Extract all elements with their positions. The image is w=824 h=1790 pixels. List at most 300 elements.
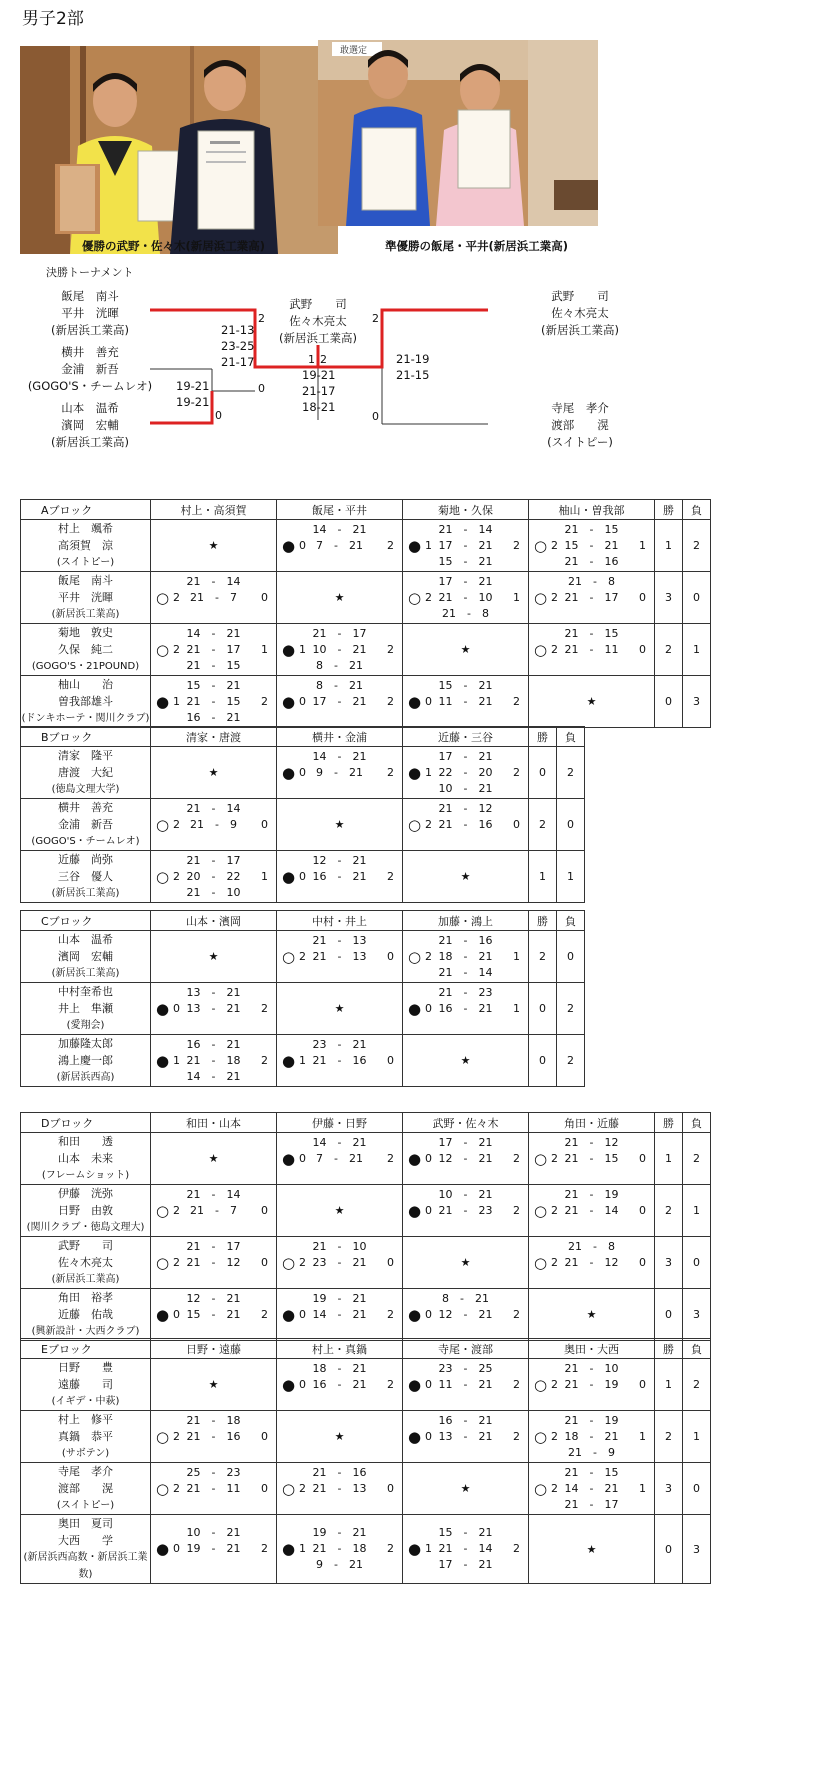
wins-count: 1 [655, 1133, 683, 1185]
player-name: 清家 隆平 [58, 749, 113, 762]
match-result-cell [529, 1185, 655, 1237]
column-header: 武野・佐々木 [403, 1113, 529, 1133]
game-score: 21 - 19 [564, 1187, 619, 1201]
match-result-cell [277, 1035, 403, 1087]
loss-mark-icon: ● [408, 763, 422, 782]
column-header: 村上・高須賀 [151, 500, 277, 520]
win-mark-icon: ○ [282, 1479, 296, 1498]
match-result-cell [151, 1463, 277, 1515]
loss-mark-icon: ● [282, 1540, 296, 1558]
game-score: 11 - 21 [438, 1377, 493, 1391]
game-score: 21 - 7 [190, 1203, 237, 1217]
column-header: 奥田・大西 [529, 1339, 655, 1359]
games-lost: 0 [261, 1255, 268, 1269]
game-score [403, 1393, 528, 1409]
game-score: 13 - 21 [438, 1429, 493, 1443]
games-lost: 2 [387, 1151, 394, 1165]
losses-count: 3 [683, 676, 711, 728]
games-lost: 2 [387, 642, 394, 656]
self-match-star-icon: ★ [403, 624, 529, 676]
match-result-cell [277, 747, 403, 799]
game-score [151, 1557, 276, 1573]
game-score: 20 - 22 [186, 869, 241, 883]
losses-count: 0 [557, 931, 585, 983]
games-won: 1 [173, 694, 180, 708]
game-score: 21 - 18 [186, 1053, 241, 1067]
score-bc: 19-21 19-21 [176, 379, 210, 409]
game-score: 21 - 14 [438, 965, 493, 979]
wins-count: 0 [655, 676, 683, 728]
player-name: (スイトピー) [56, 1500, 115, 1511]
player-pair [21, 1411, 151, 1463]
player-pair [21, 1289, 151, 1341]
score-final: 21-19 21-15 [396, 352, 430, 382]
game-score: 16 - 21 [312, 1377, 367, 1391]
win-mark-icon: ○ [408, 815, 422, 834]
player-name: 久保 純二 [58, 643, 113, 656]
game-score: 14 - 21 [312, 522, 367, 536]
player-name: 村上 颯希 [58, 522, 113, 535]
column-header: 清家・唐渡 [151, 727, 277, 747]
game-score [151, 1271, 276, 1287]
games-lost: 2 [513, 538, 520, 552]
games-lost: 0 [639, 1151, 646, 1165]
losses-header: 負 [557, 911, 585, 931]
match-result-cell [403, 520, 529, 572]
game-score: 21 - 19 [564, 1413, 619, 1427]
wins-count: 1 [529, 851, 557, 903]
games-lost: 1 [639, 538, 646, 552]
player-name: 平井 洸暉 [58, 591, 113, 604]
game-score [403, 1445, 528, 1461]
games-lost: 0 [261, 1481, 268, 1495]
win-mark-icon: ○ [282, 947, 296, 966]
win-mark-icon: ○ [156, 815, 170, 834]
block-table-e [20, 1338, 711, 1584]
games-won: 1 [425, 765, 432, 779]
player-name: 高須賀 涼 [58, 539, 113, 552]
games-lost: 2 [387, 1377, 394, 1391]
game-score: 15 - 21 [564, 538, 619, 552]
player-name: 濱岡 宏輔 [58, 950, 113, 963]
block-label: Dブロック [21, 1113, 151, 1133]
match-result-cell [529, 1359, 655, 1411]
game-score: 12 - 21 [438, 1307, 493, 1321]
loss-mark-icon: ● [408, 1149, 422, 1168]
game-score: 21 - 17 [186, 1239, 241, 1253]
loss-mark-icon: ● [282, 1149, 296, 1168]
games-won: 2 [425, 590, 432, 604]
player-name: (サボテン) [61, 1448, 110, 1459]
bracket-num: 1 [308, 353, 315, 366]
game-score: 8 - 21 [442, 1291, 489, 1305]
player-pair [21, 1237, 151, 1289]
game-score: 21 - 9 [568, 1445, 615, 1459]
match-result-cell [277, 1289, 403, 1341]
game-score [403, 1323, 528, 1339]
match-result-cell [529, 1237, 655, 1289]
game-score: 21 - 10 [438, 590, 493, 604]
wins-header: 勝 [655, 1339, 683, 1359]
table-row [21, 1515, 711, 1584]
losses-count: 2 [683, 520, 711, 572]
game-score: 21 - 15 [564, 626, 619, 640]
game-score: 10 - 21 [186, 1526, 241, 1539]
table-row [21, 676, 711, 728]
game-score [277, 710, 402, 726]
games-lost: 2 [261, 694, 268, 708]
player-name: 和田 透 [58, 1135, 113, 1148]
games-lost: 2 [513, 694, 520, 708]
games-won: 2 [299, 1481, 306, 1495]
player-name: 三谷 優人 [58, 870, 113, 883]
player-name: 日野 由敦 [58, 1204, 113, 1217]
game-score: 14 - 21 [186, 626, 241, 640]
game-score: 21 - 13 [312, 949, 367, 963]
game-score: 21 - 8 [568, 1239, 615, 1253]
game-score: 16 - 21 [438, 1413, 493, 1427]
block-label: Bブロック [21, 727, 151, 747]
game-score: 16 - 21 [312, 869, 367, 883]
column-header: 飯尾・平井 [277, 500, 403, 520]
games-lost: 0 [639, 1255, 646, 1269]
match-result-cell [277, 624, 403, 676]
games-won: 1 [173, 1053, 180, 1067]
win-mark-icon: ○ [408, 947, 422, 966]
match-result-cell [151, 1289, 277, 1341]
games-lost: 2 [387, 538, 394, 552]
games-won: 0 [173, 1001, 180, 1015]
column-header: 中村・井上 [277, 911, 403, 931]
player-pair [21, 572, 151, 624]
game-score: 17 - 21 [438, 538, 493, 552]
wins-count: 3 [655, 1463, 683, 1515]
wins-count: 3 [655, 572, 683, 624]
games-won: 1 [299, 1053, 306, 1067]
games-won: 0 [299, 538, 306, 552]
player-name: 近藤 佑哉 [58, 1308, 113, 1321]
player-name: 飯尾 南斗 [58, 574, 113, 587]
column-header: 角田・近藤 [529, 1113, 655, 1133]
wins-count: 2 [529, 931, 557, 983]
game-score [403, 833, 528, 849]
losses-count: 2 [557, 983, 585, 1035]
player-name: 奥田 夏司 [58, 1517, 113, 1530]
column-header: 村上・真鍋 [277, 1339, 403, 1359]
loss-mark-icon: ● [156, 692, 170, 711]
match-result-cell [403, 572, 529, 624]
player-pair [21, 1185, 151, 1237]
win-mark-icon: ○ [408, 588, 422, 607]
table-row [21, 931, 585, 983]
game-score [529, 658, 654, 674]
bracket-num: 2 [320, 353, 327, 366]
match-result-cell [277, 520, 403, 572]
win-mark-icon: ○ [156, 1253, 170, 1272]
game-score: 21 - 12 [186, 1255, 241, 1269]
final-team-c: 山本 温希 濱岡 宏輔 (新居浜工業高) [51, 401, 129, 449]
game-score: 18 - 21 [312, 1361, 367, 1375]
player-pair [21, 624, 151, 676]
table-row [21, 1411, 711, 1463]
game-score [529, 1167, 654, 1183]
wins-count: 1 [655, 1359, 683, 1411]
table-row [21, 1133, 711, 1185]
column-header: 近藤・三谷 [403, 727, 529, 747]
final-team-d: 武野 司 佐々木亮太 (新居浜工業高) [279, 297, 357, 345]
player-pair [21, 520, 151, 572]
player-name: (徳島文理大学) [51, 784, 120, 795]
games-won: 1 [425, 538, 432, 552]
table-row [21, 851, 585, 903]
self-match-star-icon: ★ [151, 1359, 277, 1411]
loss-mark-icon: ● [408, 1540, 422, 1558]
player-pair [21, 676, 151, 728]
match-result-cell [403, 931, 529, 983]
game-score: 21 - 12 [564, 1135, 619, 1149]
game-score [277, 1497, 402, 1513]
player-pair [21, 1463, 151, 1515]
game-score: 10 - 21 [312, 642, 367, 656]
losses-count: 1 [683, 624, 711, 676]
win-mark-icon: ○ [156, 1427, 170, 1446]
loss-mark-icon: ● [408, 1201, 422, 1220]
games-lost: 2 [387, 1307, 394, 1321]
games-won: 2 [551, 1377, 558, 1391]
games-lost: 0 [639, 642, 646, 656]
games-won: 2 [173, 1481, 180, 1495]
wins-header: 勝 [529, 911, 557, 931]
game-score: 8 - 21 [316, 678, 363, 692]
match-result-cell [403, 1515, 529, 1584]
final-champion: 武野 司 佐々木亮太 (新居浜工業高) [541, 289, 619, 337]
games-lost: 0 [261, 590, 268, 604]
game-score: 14 - 21 [312, 1135, 367, 1149]
player-name: (関川クラブ・徳島文理大) [26, 1222, 145, 1233]
player-name: 横井 善充 [58, 801, 113, 814]
game-score: 14 - 21 [312, 749, 367, 763]
player-name: (ドンキホーテ・関川クラブ) [21, 713, 150, 724]
game-score: 21 - 15 [186, 658, 241, 672]
game-score: 16 - 21 [186, 710, 241, 724]
losses-count: 2 [683, 1359, 711, 1411]
match-result-cell [529, 520, 655, 572]
game-score: 21 - 17 [564, 590, 619, 604]
games-won: 2 [173, 817, 180, 831]
match-result-cell [151, 676, 277, 728]
game-score: 21 - 8 [442, 606, 489, 620]
game-score: 21 - 16 [564, 554, 619, 568]
games-lost: 1 [639, 1429, 646, 1443]
match-result-cell [403, 1185, 529, 1237]
game-score: 19 - 21 [186, 1542, 241, 1555]
games-lost: 0 [387, 1255, 394, 1269]
game-score: 21 - 17 [186, 642, 241, 656]
match-result-cell [277, 931, 403, 983]
wins-count: 0 [529, 1035, 557, 1087]
win-mark-icon: ○ [156, 588, 170, 607]
player-name: 菊地 敦史 [58, 626, 113, 639]
losses-header: 負 [683, 1113, 711, 1133]
games-lost: 0 [261, 817, 268, 831]
player-pair [21, 983, 151, 1035]
game-score: 17 - 21 [438, 1135, 493, 1149]
match-result-cell [403, 1411, 529, 1463]
win-mark-icon: ○ [534, 1149, 548, 1168]
player-pair [21, 931, 151, 983]
match-result-cell [277, 1463, 403, 1515]
game-score: 15 - 21 [438, 678, 493, 692]
games-lost: 2 [261, 1001, 268, 1015]
self-match-star-icon: ★ [403, 1035, 529, 1087]
losses-count: 2 [683, 1133, 711, 1185]
games-lost: 2 [387, 765, 394, 779]
game-score: 21 - 16 [438, 933, 493, 947]
games-lost: 0 [261, 1203, 268, 1217]
player-name: 角田 裕孝 [58, 1291, 113, 1304]
self-match-star-icon: ★ [529, 676, 655, 728]
games-lost: 0 [513, 817, 520, 831]
table-row [21, 983, 585, 1035]
game-score: 21 - 10 [186, 885, 241, 899]
player-name: (スイトピー) [56, 557, 115, 568]
self-match-star-icon: ★ [277, 572, 403, 624]
wins-count: 2 [655, 624, 683, 676]
player-pair [21, 1359, 151, 1411]
game-score: 21 - 13 [312, 933, 367, 947]
block-table-b [20, 726, 585, 903]
game-score: 21 - 16 [186, 1429, 241, 1443]
games-won: 2 [173, 642, 180, 656]
match-result-cell [403, 799, 529, 851]
block-table-a [20, 499, 711, 728]
match-result-cell [151, 1515, 277, 1584]
player-name: (GOGO'S・21POUND) [31, 661, 140, 672]
loss-mark-icon: ● [408, 1305, 422, 1324]
player-name: 柚山 治 [58, 678, 113, 691]
match-result-cell [151, 1185, 277, 1237]
player-name: (新居浜工業高) [51, 968, 120, 979]
games-won: 2 [551, 1203, 558, 1217]
game-score: 23 - 21 [312, 1255, 367, 1269]
games-lost: 2 [387, 869, 394, 883]
wins-count: 0 [655, 1289, 683, 1341]
games-lost: 2 [261, 1053, 268, 1067]
game-score: 12 - 21 [186, 1291, 241, 1305]
player-pair [21, 799, 151, 851]
self-match-star-icon: ★ [151, 520, 277, 572]
block-table-c [20, 910, 585, 1087]
losses-header: 負 [683, 1339, 711, 1359]
games-lost: 0 [639, 1377, 646, 1391]
player-name: 大西 学 [58, 1534, 113, 1547]
games-won: 2 [551, 642, 558, 656]
game-score: 21 - 18 [186, 1413, 241, 1427]
games-won: 0 [299, 765, 306, 779]
win-mark-icon: ○ [156, 1201, 170, 1220]
final-team-a: 飯尾 南斗 平井 洸暉 (新居浜工業高) [51, 289, 129, 337]
game-score: 21 - 19 [564, 1377, 619, 1391]
player-pair [21, 1133, 151, 1185]
player-name: 武野 司 [58, 1239, 113, 1252]
games-lost: 1 [513, 1001, 520, 1015]
games-won: 2 [551, 538, 558, 552]
table-row [21, 1237, 711, 1289]
player-name: 真鍋 恭平 [58, 1430, 113, 1443]
wins-count: 0 [529, 747, 557, 799]
loss-mark-icon: ● [156, 1305, 170, 1324]
win-mark-icon: ○ [282, 1253, 296, 1272]
match-result-cell [277, 1133, 403, 1185]
match-result-cell [403, 747, 529, 799]
games-lost: 0 [261, 1429, 268, 1443]
loss-mark-icon: ● [282, 536, 296, 555]
game-score: 21 - 16 [438, 817, 493, 831]
game-score: 21 - 14 [186, 574, 241, 588]
match-result-cell [151, 983, 277, 1035]
game-score: 21 - 15 [186, 694, 241, 708]
game-score: 21 - 23 [438, 1203, 493, 1217]
game-score: 21 - 8 [568, 574, 615, 588]
self-match-star-icon: ★ [403, 1237, 529, 1289]
games-won: 0 [425, 1203, 432, 1217]
game-score: 9 - 21 [316, 765, 363, 779]
game-score [277, 965, 402, 981]
games-won: 0 [173, 1307, 180, 1321]
bracket-num: 2 [372, 312, 379, 325]
games-won: 2 [173, 1429, 180, 1443]
final-team-e: 寺尾 孝介 渡部 滉 (スイトピー) [547, 401, 613, 449]
loss-mark-icon: ● [156, 999, 170, 1018]
game-score: 21 - 9 [190, 817, 237, 831]
player-name: 井上 隼瀬 [58, 1002, 113, 1015]
self-match-star-icon: ★ [403, 1463, 529, 1515]
losses-count: 0 [557, 799, 585, 851]
player-name: (イギデ・中萩) [51, 1396, 120, 1407]
player-name: 村上 修平 [58, 1413, 113, 1426]
self-match-star-icon: ★ [277, 983, 403, 1035]
games-lost: 1 [261, 642, 268, 656]
games-lost: 1 [513, 949, 520, 963]
player-name: (新居浜工業高) [51, 1274, 120, 1285]
match-result-cell [403, 1359, 529, 1411]
win-mark-icon: ○ [534, 1479, 548, 1498]
game-score: 17 - 21 [438, 749, 493, 763]
game-score [151, 1497, 276, 1513]
page-title: 男子2部 [22, 9, 84, 29]
games-won: 0 [299, 694, 306, 708]
games-lost: 2 [387, 1542, 394, 1555]
games-lost: 1 [513, 590, 520, 604]
match-result-cell [277, 676, 403, 728]
column-header: 山本・濱岡 [151, 911, 277, 931]
game-score: 21 - 14 [564, 1203, 619, 1217]
games-lost: 0 [639, 590, 646, 604]
loss-mark-icon: ● [282, 763, 296, 782]
block-label: Aブロック [21, 500, 151, 520]
player-name: 山本 温希 [58, 933, 113, 946]
game-score: 14 - 21 [186, 1069, 241, 1083]
self-match-star-icon: ★ [151, 747, 277, 799]
games-lost: 2 [387, 694, 394, 708]
game-score: 23 - 21 [312, 1037, 367, 1051]
match-result-cell [529, 1463, 655, 1515]
game-score: 17 - 21 [438, 1558, 493, 1571]
loss-mark-icon: ● [408, 1375, 422, 1394]
game-score: 21 - 17 [564, 1497, 619, 1511]
games-won: 2 [173, 1255, 180, 1269]
table-row [21, 747, 585, 799]
